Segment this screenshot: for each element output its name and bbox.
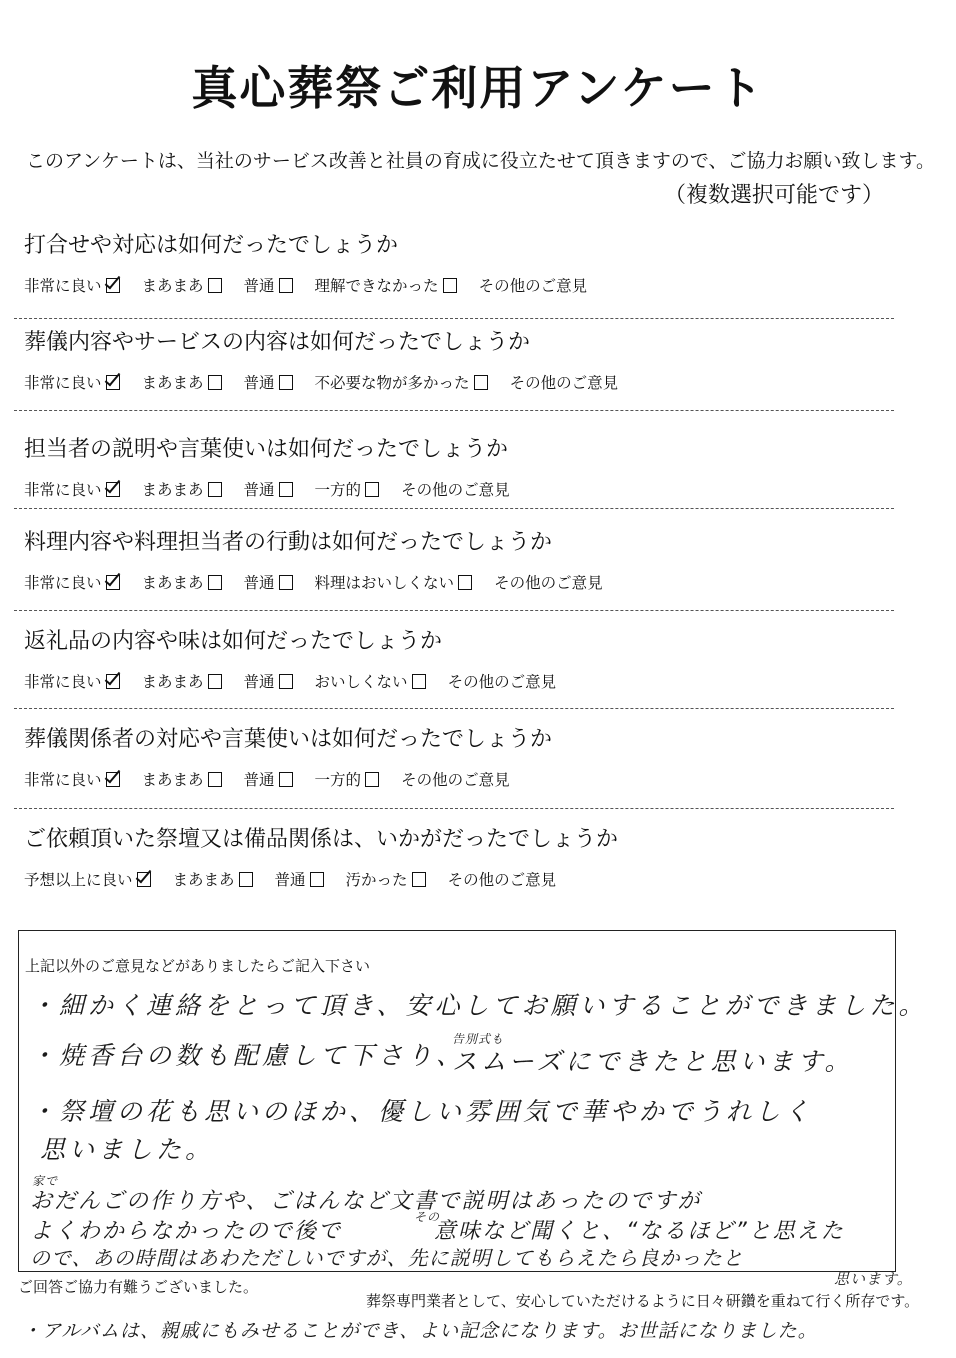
answer-option-label: まあまあ xyxy=(141,771,204,789)
comment-annotation: 家で xyxy=(32,1174,59,1188)
answer-option[interactable] xyxy=(142,571,222,593)
answer-option-label: 理解できなかった xyxy=(314,277,439,295)
answer-option[interactable] xyxy=(24,371,120,393)
answer-option[interactable] xyxy=(24,478,120,500)
answer-option[interactable] xyxy=(244,768,293,790)
checked-checkbox[interactable] xyxy=(106,575,120,590)
question-text: 料理内容や料理担当者の行動は如何だったでしょうか xyxy=(24,530,553,555)
answer-option-label: 非常に良い xyxy=(24,277,102,295)
answer-options xyxy=(24,478,510,500)
comment-line: スムーズにできたと思います。 xyxy=(452,1047,854,1076)
answer-option[interactable] xyxy=(24,571,120,593)
answer-option[interactable] xyxy=(24,768,120,790)
question-text: 葬儀内容やサービスの内容は如何だったでしょうか xyxy=(24,330,531,355)
answer-option-label: 料理はおいしくない xyxy=(314,574,455,592)
answer-option-label: 汚かった xyxy=(345,871,408,889)
answer-option[interactable] xyxy=(315,571,473,593)
answer-option-label: まあまあ xyxy=(141,374,204,392)
answer-option[interactable] xyxy=(346,868,426,890)
other-opinion-label: その他のご意見 xyxy=(478,277,588,295)
answer-option-label: 非常に良い xyxy=(24,771,102,789)
checkbox[interactable] xyxy=(208,772,222,787)
checkbox[interactable] xyxy=(365,772,379,787)
answer-option[interactable] xyxy=(244,274,293,296)
checkbox[interactable] xyxy=(279,482,293,497)
company-pledge: 葬祭専門業者として、安心していただけるように日々研鑽を重ねて行く所存です。 xyxy=(366,1292,920,1310)
answer-option[interactable] xyxy=(244,371,293,393)
answer-option[interactable] xyxy=(24,868,151,890)
answer-option-label: 予想以上に良い xyxy=(24,871,133,889)
other-opinion-label: その他のご意見 xyxy=(447,871,557,889)
checkbox[interactable] xyxy=(208,674,222,689)
checkbox[interactable] xyxy=(239,872,253,887)
comment-line: 意味など聞くと、“なるほど”と思えた xyxy=(434,1219,845,1244)
answer-option-label: まあまあ xyxy=(141,673,204,691)
question-text: 担当者の説明や言葉使いは如何だったでしょうか xyxy=(24,437,509,462)
multiple-choice-note: （複数選択可能です） xyxy=(663,183,884,208)
answer-option-label: おいしくない xyxy=(314,673,408,691)
question-text: 葬儀関係者の対応や言葉使いは如何だったでしょうか xyxy=(24,727,553,752)
answer-option-label: 普通 xyxy=(243,673,275,691)
comment-line: よくわからなかったので後で xyxy=(30,1219,343,1244)
checked-checkbox[interactable] xyxy=(106,482,120,497)
answer-options xyxy=(24,768,510,790)
answer-option[interactable] xyxy=(24,670,120,692)
answer-option[interactable] xyxy=(275,868,324,890)
checkbox[interactable] xyxy=(208,375,222,390)
section-divider xyxy=(14,610,894,611)
answer-option-label: まあまあ xyxy=(141,574,204,592)
checkbox[interactable] xyxy=(412,872,426,887)
comment-heading: 上記以外のご意見などがありましたらご記入下さい xyxy=(25,957,371,975)
answer-option[interactable] xyxy=(142,274,222,296)
answer-option-label: 普通 xyxy=(274,871,306,889)
checkbox[interactable] xyxy=(208,278,222,293)
answer-option[interactable] xyxy=(142,768,222,790)
comment-annotation: その xyxy=(414,1210,441,1224)
checkbox[interactable] xyxy=(279,674,293,689)
checkbox[interactable] xyxy=(279,278,293,293)
answer-option-label: 普通 xyxy=(243,771,275,789)
answer-option-label: 非常に良い xyxy=(24,574,102,592)
section-divider xyxy=(14,508,894,509)
answer-option[interactable] xyxy=(24,274,120,296)
answer-option-label: まあまあ xyxy=(172,871,235,889)
section-divider xyxy=(14,318,894,319)
checkbox[interactable] xyxy=(208,482,222,497)
answer-option-label: まあまあ xyxy=(141,481,204,499)
answer-option-label: 非常に良い xyxy=(24,374,102,392)
checked-checkbox[interactable] xyxy=(106,674,120,689)
checkbox[interactable] xyxy=(443,278,457,293)
checkbox[interactable] xyxy=(279,375,293,390)
answer-options xyxy=(24,274,587,296)
answer-option[interactable] xyxy=(315,371,488,393)
other-opinion-label: その他のご意見 xyxy=(509,374,619,392)
answer-option[interactable] xyxy=(315,768,380,790)
other-opinion-label: その他のご意見 xyxy=(447,673,557,691)
checked-checkbox[interactable] xyxy=(106,375,120,390)
answer-option[interactable] xyxy=(173,868,253,890)
answer-option-label: 一方的 xyxy=(314,481,362,499)
comment-line: ので、あの時間はあわただしいですが、先に説明してもらえたら良かったと xyxy=(30,1246,744,1270)
checked-checkbox[interactable] xyxy=(106,772,120,787)
answer-option[interactable] xyxy=(142,478,222,500)
thanks-message: ご回答ご協力有難うございました。 xyxy=(18,1278,259,1296)
survey-title: 真心葬祭ご利用アンケート xyxy=(191,61,765,115)
checked-checkbox[interactable] xyxy=(137,872,151,887)
comment-line: ・祭壇の花も思いのほか、優しい雰囲気で華やかでうれしく xyxy=(30,1097,814,1126)
checkbox[interactable] xyxy=(458,575,472,590)
answer-option-label: 非常に良い xyxy=(24,481,102,499)
answer-option[interactable] xyxy=(142,371,222,393)
other-opinion-label: その他のご意見 xyxy=(401,481,510,499)
answer-option-label: 普通 xyxy=(243,374,275,392)
answer-options xyxy=(24,571,603,593)
answer-option-label: 普通 xyxy=(243,277,275,295)
answer-option[interactable] xyxy=(244,478,293,500)
answer-options xyxy=(24,868,556,890)
checkbox[interactable] xyxy=(208,575,222,590)
checked-checkbox[interactable] xyxy=(106,278,120,293)
checkbox[interactable] xyxy=(279,772,293,787)
answer-option[interactable] xyxy=(142,670,222,692)
question-text: 打合せや対応は如何だったでしょうか xyxy=(24,233,399,258)
answer-option[interactable] xyxy=(315,670,426,692)
question-text: 返礼品の内容や味は如何だったでしょうか xyxy=(24,629,443,654)
checkbox[interactable] xyxy=(279,575,293,590)
checkbox[interactable] xyxy=(365,482,379,497)
survey-intro: このアンケートは、当社のサービス改善と社員の育成に役立たせて頂きますので、ご協力お願い致します。 xyxy=(26,150,935,172)
answer-option-label: 非常に良い xyxy=(24,673,102,691)
section-divider xyxy=(14,410,894,411)
answer-option-label: 一方的 xyxy=(314,771,362,789)
comment-line: おだんごの作り方や、ごはんなど文書で説明はあったのですが xyxy=(30,1189,702,1214)
section-divider xyxy=(14,808,894,809)
answer-option[interactable] xyxy=(315,274,457,296)
checkbox[interactable] xyxy=(412,674,426,689)
answer-option[interactable] xyxy=(244,670,293,692)
answer-option-label: まあまあ xyxy=(141,277,204,295)
answer-options xyxy=(24,371,618,393)
comment-line: 思います。 xyxy=(834,1270,913,1288)
answer-option[interactable] xyxy=(244,571,293,593)
question-text: ご依頼頂いた祭壇又は備品関係は、いかがだったでしょうか xyxy=(24,827,619,852)
section-divider xyxy=(14,708,894,709)
answer-option[interactable] xyxy=(315,478,380,500)
other-opinion-label: その他のご意見 xyxy=(494,574,603,592)
checkbox[interactable] xyxy=(474,375,488,390)
answer-option-label: 普通 xyxy=(243,481,275,499)
comment-line: ・焼香台の数も配慮して下さり、 xyxy=(30,1041,466,1070)
comment-line: ・アルバムは、親戚にもみせることができ、よい記念になります。お世話になりました。 xyxy=(22,1320,818,1342)
checkbox[interactable] xyxy=(310,872,324,887)
answer-options xyxy=(24,670,556,692)
other-opinion-label: その他のご意見 xyxy=(401,771,510,789)
comment-line: 思いました。 xyxy=(40,1135,215,1164)
answer-option-label: 不必要な物が多かった xyxy=(314,374,470,392)
comment-annotation: 告別式も xyxy=(452,1032,505,1046)
comment-line: ・細かく連絡をとって頂き、安心してお願いすることができました。 xyxy=(30,991,928,1020)
answer-option-label: 普通 xyxy=(243,574,275,592)
